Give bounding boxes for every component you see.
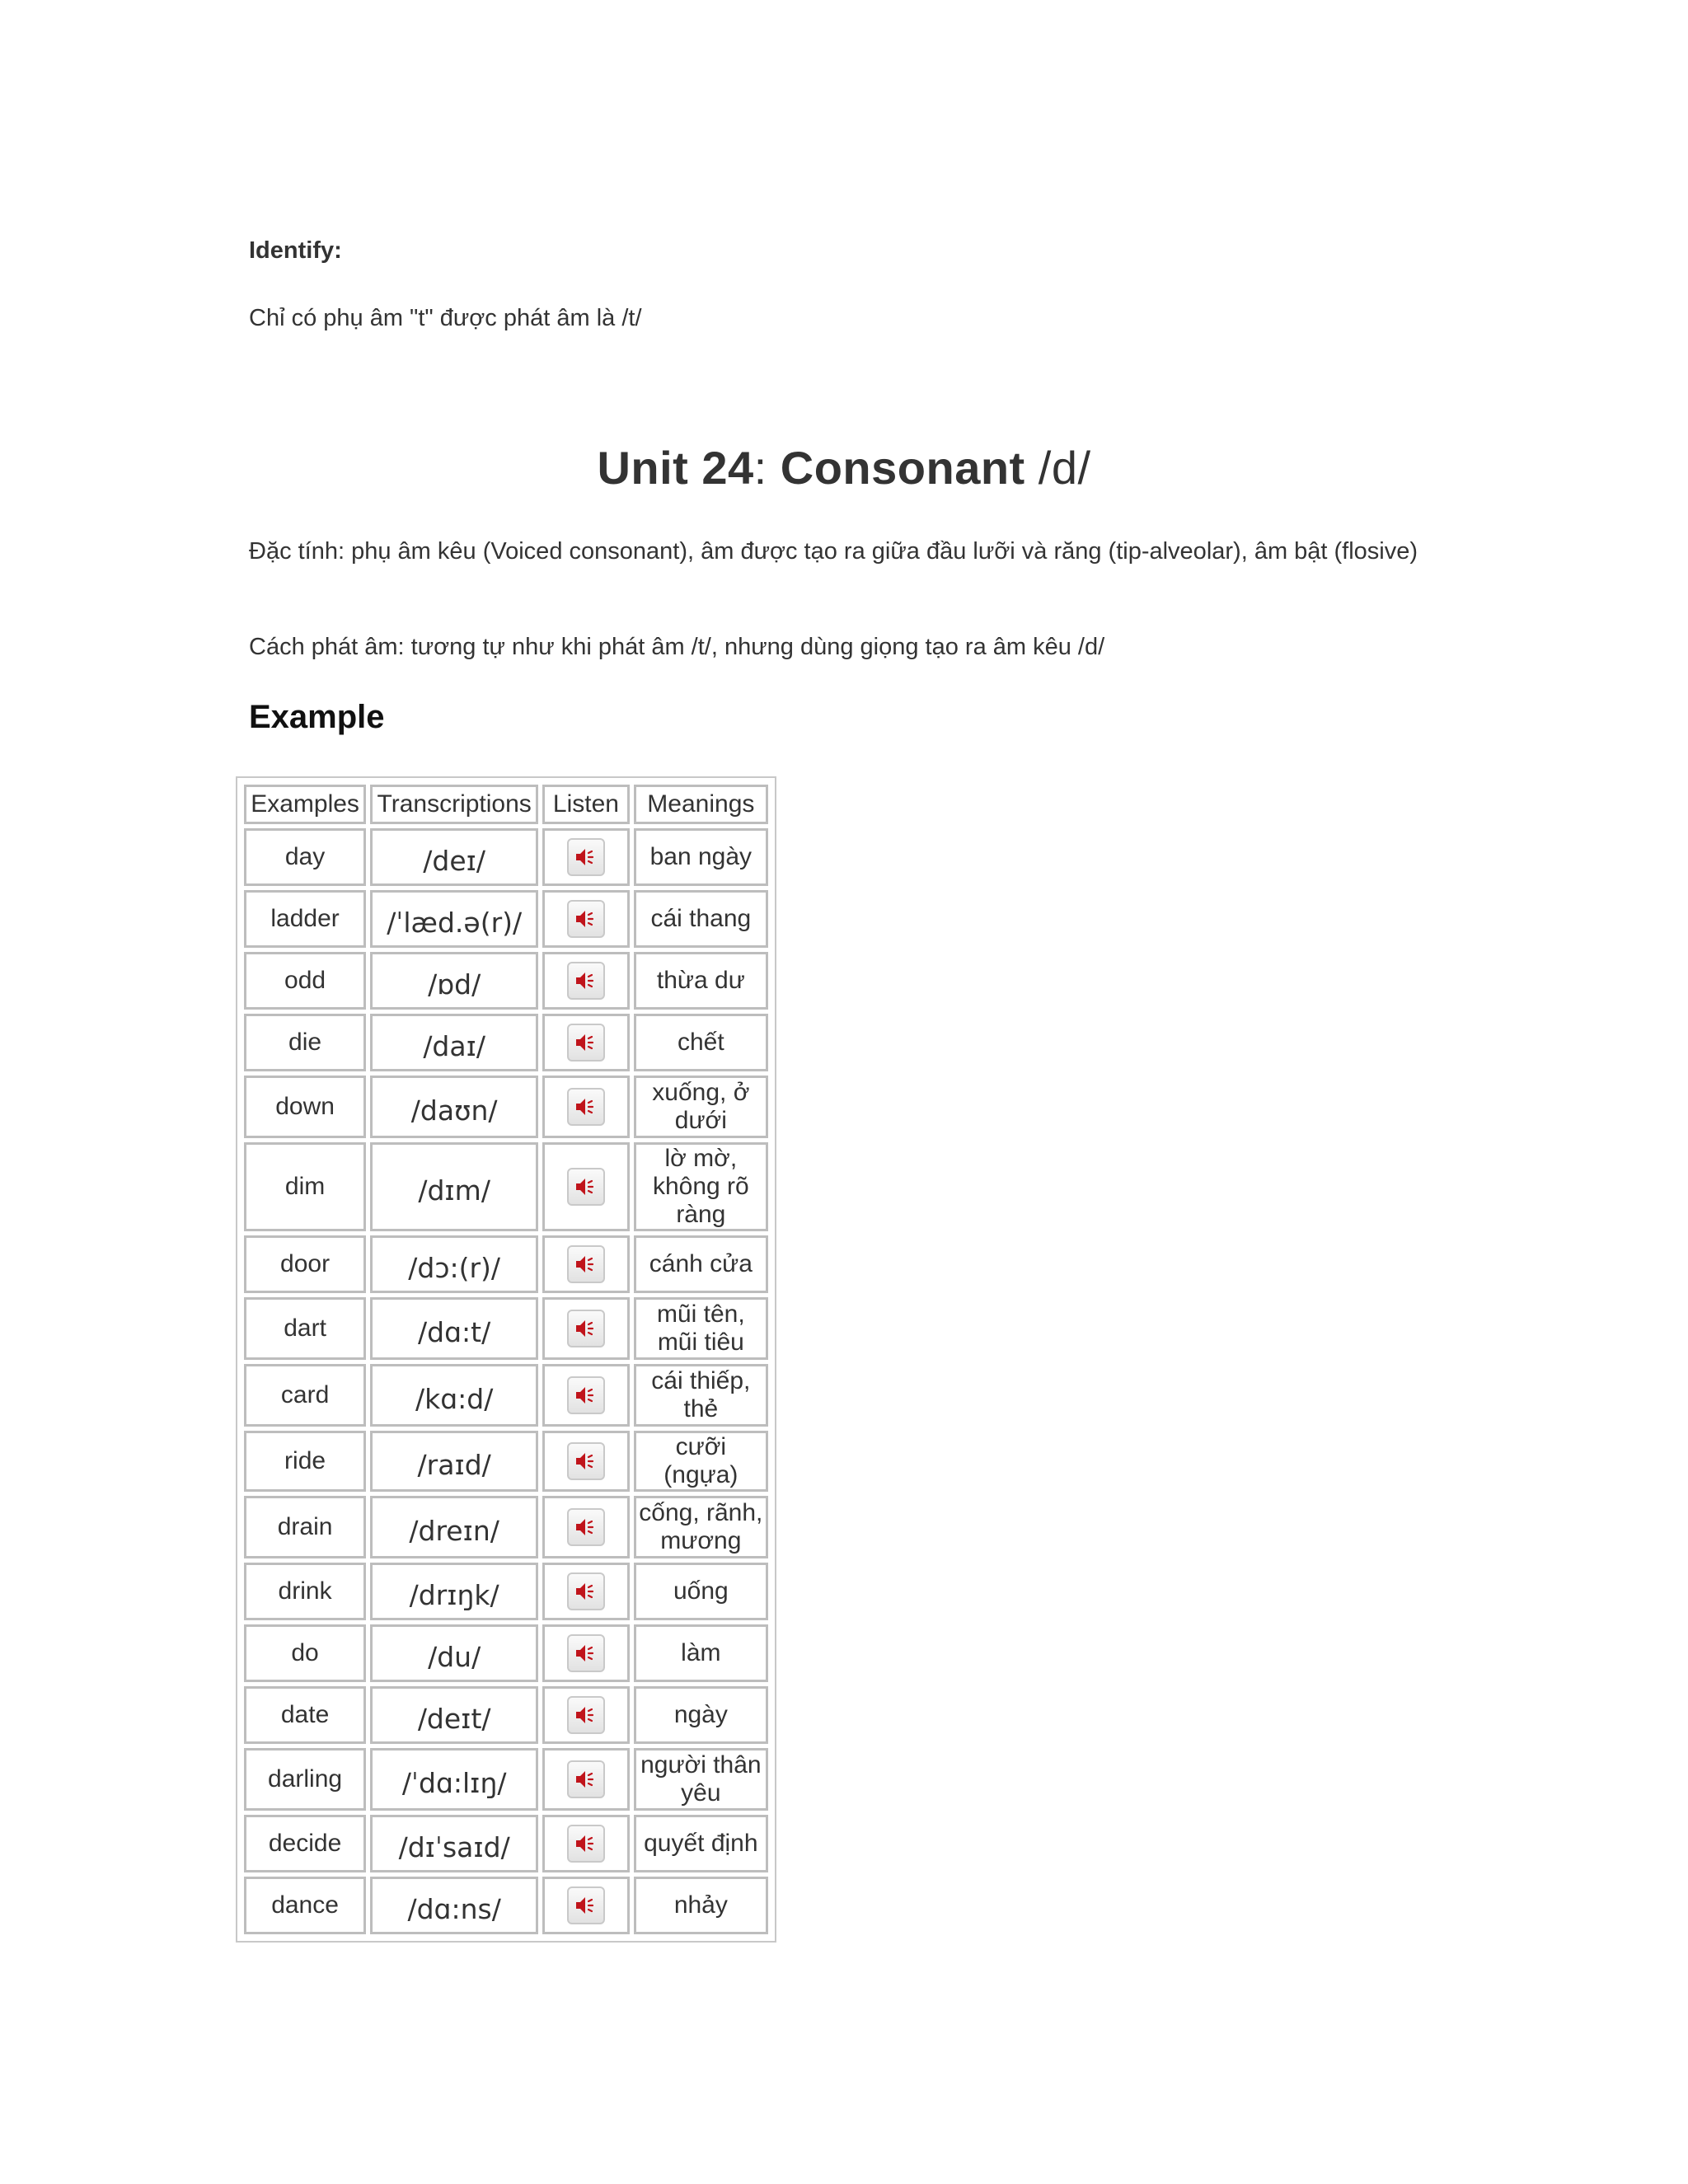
unit-title <box>0 441 1688 494</box>
example-word: dim <box>244 1142 366 1231</box>
example-transcription: /ˈlæd.ə(r)/ <box>370 890 538 948</box>
listen-cell <box>542 1431 630 1492</box>
example-word: ladder <box>244 890 366 948</box>
listen-button[interactable] <box>567 1024 605 1062</box>
identify-text: Chỉ có phụ âm "t" được phát âm là /t/ <box>249 305 642 331</box>
listen-cell <box>542 1686 630 1744</box>
example-word: drink <box>244 1563 366 1620</box>
example-transcription: /ˈdɑ:lɪŋ/ <box>370 1748 538 1811</box>
listen-cell <box>542 1563 630 1620</box>
header-meanings: Meanings <box>634 785 768 824</box>
example-meaning: ngày <box>634 1686 768 1744</box>
example-meaning: cánh cửa <box>634 1235 768 1293</box>
table-row <box>244 1431 768 1492</box>
table-body <box>244 828 768 1934</box>
listen-cell <box>542 828 630 886</box>
speaker-icon <box>569 1169 603 1204</box>
speaker-icon <box>569 1090 603 1124</box>
unit-ipa: /d/ <box>1038 442 1091 494</box>
example-word: do <box>244 1624 366 1682</box>
example-word: door <box>244 1235 366 1293</box>
listen-button[interactable] <box>567 1376 605 1414</box>
listen-button[interactable] <box>567 962 605 1000</box>
listen-cell <box>542 952 630 1010</box>
table-row <box>244 1014 768 1071</box>
example-transcription: /ɒd/ <box>370 952 538 1010</box>
table-row <box>244 1877 768 1934</box>
example-meaning: cưỡi (ngựa) <box>634 1431 768 1492</box>
speaker-icon <box>569 1247 603 1282</box>
example-meaning: ban ngày <box>634 828 768 886</box>
example-meaning: quyết định <box>634 1815 768 1872</box>
example-meaning: cống, rãnh, mương <box>634 1496 768 1558</box>
example-word: day <box>244 828 366 886</box>
example-meaning: cái thang <box>634 890 768 948</box>
listen-cell <box>542 1297 630 1360</box>
speaker-icon <box>569 963 603 998</box>
listen-cell <box>542 890 630 948</box>
table-row <box>244 828 768 886</box>
speaker-icon <box>569 1636 603 1671</box>
example-transcription: /deɪt/ <box>370 1686 538 1744</box>
example-transcription: /dreɪn/ <box>370 1496 538 1558</box>
speaker-icon <box>569 1025 603 1060</box>
example-heading: Example <box>249 699 385 735</box>
examples-table <box>240 780 772 1938</box>
unit-colon: : <box>753 442 767 494</box>
example-word: date <box>244 1686 366 1744</box>
example-transcription: /daʊn/ <box>370 1076 538 1138</box>
identify-label: Identify: <box>249 237 342 264</box>
header-examples: Examples <box>244 785 366 824</box>
table-row <box>244 890 768 948</box>
speaker-icon <box>569 1698 603 1732</box>
speaker-icon <box>569 1574 603 1609</box>
table-row <box>244 1563 768 1620</box>
example-transcription: /dɪm/ <box>370 1142 538 1231</box>
example-word: card <box>244 1364 366 1427</box>
example-meaning: người thân yêu <box>634 1748 768 1811</box>
listen-button[interactable] <box>567 1634 605 1672</box>
table-row <box>244 1496 768 1558</box>
example-word: ride <box>244 1431 366 1492</box>
examples-table-frame <box>236 776 776 1943</box>
example-transcription: /kɑ:d/ <box>370 1364 538 1427</box>
pronunciation-paragraph: Cách phát âm: tương tự như khi phát âm /t/, nhưng dùng giọng tạo ra âm kêu /d/ <box>249 634 1105 660</box>
example-transcription: /dɑ:t/ <box>370 1297 538 1360</box>
table-row <box>244 1364 768 1427</box>
example-meaning: cái thiếp, thẻ <box>634 1364 768 1427</box>
listen-cell <box>542 1364 630 1427</box>
listen-button[interactable] <box>567 1696 605 1734</box>
listen-button[interactable] <box>567 1825 605 1863</box>
listen-cell <box>542 1624 630 1682</box>
table-row <box>244 1624 768 1682</box>
listen-button[interactable] <box>567 1245 605 1283</box>
unit-number: Unit 24 <box>597 442 754 494</box>
listen-cell <box>542 1076 630 1138</box>
example-meaning: lờ mờ, không rõ ràng <box>634 1142 768 1231</box>
speaker-icon <box>569 1444 603 1479</box>
header-listen: Listen <box>542 785 630 824</box>
listen-button[interactable] <box>567 1886 605 1924</box>
example-word: die <box>244 1014 366 1071</box>
listen-button[interactable] <box>567 1168 605 1206</box>
listen-cell <box>542 1815 630 1872</box>
speaker-icon <box>569 840 603 874</box>
example-word: decide <box>244 1815 366 1872</box>
example-word: odd <box>244 952 366 1010</box>
example-meaning: xuống, ở dưới <box>634 1076 768 1138</box>
listen-button[interactable] <box>567 1442 605 1480</box>
speaker-icon <box>569 1510 603 1544</box>
example-word: dance <box>244 1877 366 1934</box>
properties-paragraph: Đặc tính: phụ âm kêu (Voiced consonant), âm được tạo ra giữa đầu lưỡi và răng (tip-alveolar), âm bật (flosive) <box>249 538 1418 565</box>
listen-button[interactable] <box>567 1572 605 1610</box>
table-row <box>244 1142 768 1231</box>
example-word: down <box>244 1076 366 1138</box>
listen-button[interactable] <box>567 838 605 876</box>
listen-cell <box>542 1235 630 1293</box>
table-row <box>244 1076 768 1138</box>
listen-cell <box>542 1142 630 1231</box>
listen-cell <box>542 1496 630 1558</box>
listen-button[interactable] <box>567 1088 605 1126</box>
table-row <box>244 1235 768 1293</box>
example-meaning: nhảy <box>634 1877 768 1934</box>
example-transcription: /drɪŋk/ <box>370 1563 538 1620</box>
listen-button[interactable] <box>567 1508 605 1546</box>
listen-cell <box>542 1014 630 1071</box>
table-row <box>244 1686 768 1744</box>
example-meaning: mũi tên, mũi tiêu <box>634 1297 768 1360</box>
speaker-icon <box>569 1311 603 1346</box>
example-word: dart <box>244 1297 366 1360</box>
example-meaning: làm <box>634 1624 768 1682</box>
speaker-icon <box>569 1762 603 1797</box>
speaker-icon <box>569 1826 603 1861</box>
example-transcription: /deɪ/ <box>370 828 538 886</box>
listen-button[interactable] <box>567 1760 605 1798</box>
example-word: drain <box>244 1496 366 1558</box>
listen-button[interactable] <box>567 900 605 938</box>
example-transcription: /dɔ:(r)/ <box>370 1235 538 1293</box>
table-row <box>244 952 768 1010</box>
speaker-icon <box>569 902 603 936</box>
example-meaning: thừa dư <box>634 952 768 1010</box>
example-transcription: /dɑ:ns/ <box>370 1877 538 1934</box>
example-word: darling <box>244 1748 366 1811</box>
speaker-icon <box>569 1378 603 1413</box>
listen-cell <box>542 1877 630 1934</box>
example-transcription: /daɪ/ <box>370 1014 538 1071</box>
table-header-row <box>244 785 768 824</box>
example-transcription: /dɪˈsaɪd/ <box>370 1815 538 1872</box>
example-transcription: /du/ <box>370 1624 538 1682</box>
example-meaning: chết <box>634 1014 768 1071</box>
listen-button[interactable] <box>567 1310 605 1347</box>
speaker-icon <box>569 1888 603 1923</box>
table-row <box>244 1748 768 1811</box>
unit-topic: Consonant <box>780 442 1025 494</box>
example-transcription: /raɪd/ <box>370 1431 538 1492</box>
table-row <box>244 1297 768 1360</box>
table-row <box>244 1815 768 1872</box>
listen-cell <box>542 1748 630 1811</box>
example-meaning: uống <box>634 1563 768 1620</box>
header-transcriptions: Transcriptions <box>370 785 538 824</box>
